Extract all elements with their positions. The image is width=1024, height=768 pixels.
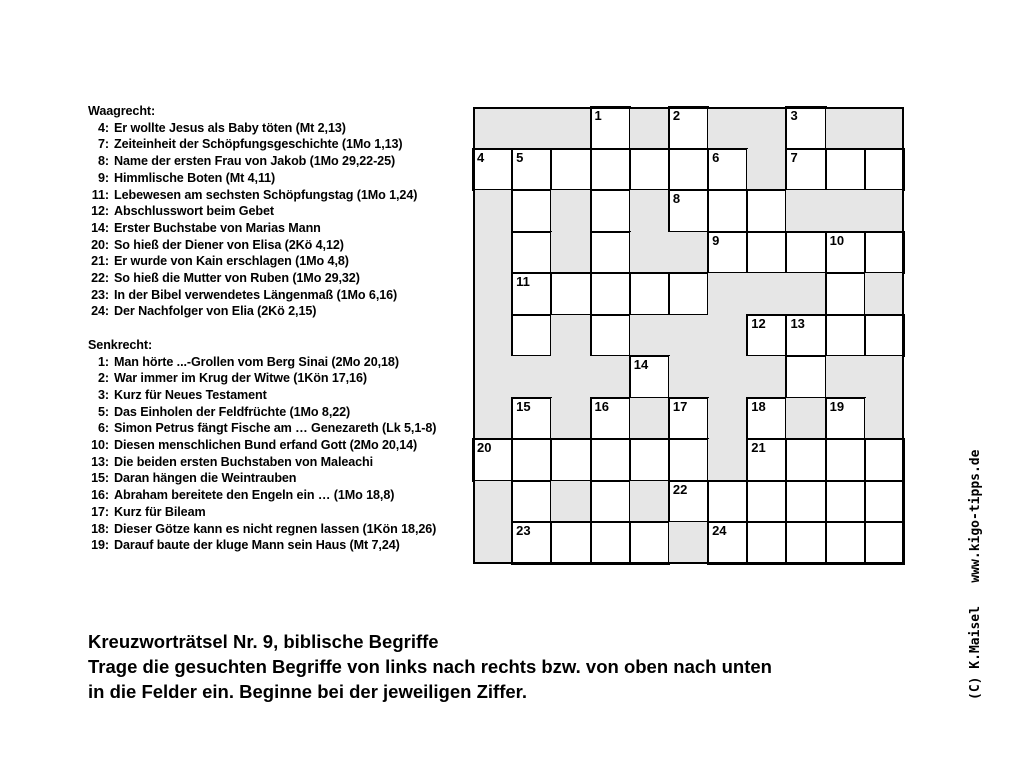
letter-cell[interactable]	[668, 189, 709, 233]
letter-cell[interactable]	[550, 148, 591, 192]
letter-cell[interactable]	[746, 438, 787, 482]
clue-number: 10:	[91, 438, 109, 453]
clue-list	[88, 103, 468, 554]
blocked-cell	[708, 273, 747, 315]
blocked-cell	[669, 315, 708, 357]
letter-cell[interactable]	[707, 521, 748, 565]
down-clue	[88, 354, 468, 371]
clue-text: In der Bibel verwendetes Längenmaß (1Mo 6,16)	[114, 287, 398, 302]
letter-cell[interactable]	[746, 480, 787, 524]
letter-cell[interactable]	[785, 521, 826, 565]
blocked-cell	[512, 107, 551, 149]
blocked-cell	[865, 107, 904, 149]
across-clue	[88, 203, 468, 220]
blocked-cell	[512, 356, 551, 398]
blocked-cell	[551, 232, 590, 274]
clue-number: 8:	[98, 154, 109, 169]
across-heading: Waagrecht:	[88, 104, 156, 118]
down-clue	[88, 537, 468, 554]
letter-cell[interactable]	[668, 480, 709, 524]
cell-number: 20	[477, 440, 492, 456]
across-clue	[88, 136, 468, 153]
blocked-cell	[826, 107, 865, 149]
letter-cell[interactable]	[825, 272, 866, 316]
instructions	[88, 629, 772, 704]
cell-number: 7	[790, 149, 798, 165]
clue-text: Kurz für Neues Testament	[114, 387, 267, 402]
copyright-credit: (C) K.Maisel www.kigo-tipps.de	[968, 449, 983, 700]
cell-number: 18	[751, 398, 766, 414]
letter-cell[interactable]	[668, 106, 709, 150]
letter-cell[interactable]	[825, 438, 866, 482]
clue-text: War immer im Krug der Witwe (1Kön 17,16)	[114, 371, 367, 386]
clue-text: Lebewesen am sechsten Schöpfungstag (1Mo 1,24)	[114, 187, 418, 202]
cell-number: 4	[477, 149, 485, 165]
blocked-cell	[708, 439, 747, 481]
down-clue	[88, 387, 468, 404]
blocked-cell	[473, 522, 512, 564]
clue-number: 2:	[98, 371, 109, 386]
letter-cell[interactable]	[590, 231, 631, 275]
letter-cell[interactable]	[590, 521, 631, 565]
clue-text: Darauf baute der kluge Mann sein Haus (Mt 7,24)	[114, 538, 400, 553]
across-clue	[88, 253, 468, 270]
clue-number: 14:	[91, 220, 109, 235]
letter-cell[interactable]	[668, 272, 709, 316]
blocked-cell	[630, 315, 669, 357]
letter-cell[interactable]	[550, 272, 591, 316]
blocked-cell	[473, 398, 512, 440]
letter-cell[interactable]	[864, 148, 905, 192]
clue-number: 24:	[91, 304, 109, 319]
down-clue	[88, 404, 468, 421]
letter-cell[interactable]	[629, 521, 670, 565]
letter-cell[interactable]	[825, 314, 866, 358]
clue-text: Abschlusswort beim Gebet	[114, 204, 274, 219]
across-clues	[88, 120, 468, 320]
clue-text: Dieser Götze kann es nicht regnen lassen (1Kön 18,26)	[114, 521, 437, 536]
down-clues	[88, 354, 468, 554]
blocked-cell	[473, 232, 512, 274]
letter-cell[interactable]	[707, 148, 748, 192]
blocked-cell	[551, 356, 590, 398]
clue-text: Die beiden ersten Buchstaben von Maleachi	[114, 454, 374, 469]
blocked-cell	[865, 190, 904, 232]
letter-cell[interactable]	[550, 521, 591, 565]
blocked-cell	[551, 398, 590, 440]
letter-cell[interactable]	[511, 314, 552, 358]
blocked-cell	[630, 107, 669, 149]
across-clue	[88, 120, 468, 137]
letter-cell[interactable]	[785, 314, 826, 358]
cell-number: 2	[672, 108, 681, 123]
clue-number: 16:	[91, 488, 109, 503]
clue-text: Man hörte ...-Grollen vom Berg Sinai (2Mo 20,18)	[114, 354, 399, 369]
blocked-cell	[551, 107, 590, 149]
letter-cell[interactable]	[629, 438, 670, 482]
clue-number: 20:	[91, 237, 109, 252]
down-clue	[88, 487, 468, 504]
letter-cell[interactable]	[746, 521, 787, 565]
cell-number: 14	[633, 357, 649, 373]
clue-text: Zeiteinheit der Schöpfungsgeschichte (1Mo 1,13)	[114, 137, 403, 152]
cell-number: 5	[516, 149, 524, 165]
clue-text: Kurz für Bileam	[114, 504, 206, 519]
blocked-cell	[473, 107, 512, 149]
across-clue	[88, 303, 468, 320]
letter-cell[interactable]	[746, 314, 787, 358]
letter-cell[interactable]	[707, 231, 748, 275]
cell-number: 13	[790, 315, 805, 331]
cell-number: 3	[790, 108, 798, 123]
clue-number: 23:	[91, 287, 109, 302]
down-clue	[88, 521, 468, 538]
blocked-cell	[551, 190, 590, 232]
letter-cell[interactable]	[707, 189, 748, 233]
letter-cell[interactable]	[550, 438, 591, 482]
blocked-cell	[708, 356, 747, 398]
clue-number: 12:	[91, 204, 109, 219]
clue-number: 21:	[91, 254, 109, 269]
letter-cell[interactable]	[629, 148, 670, 192]
blocked-cell	[708, 398, 747, 440]
clue-number: 7:	[98, 137, 109, 152]
clue-number: 18:	[91, 521, 109, 536]
letter-cell[interactable]	[511, 189, 552, 233]
down-heading: Senkrecht:	[88, 337, 153, 352]
cell-number: 24	[712, 523, 727, 539]
clue-number: 6:	[98, 421, 109, 436]
clue-number: 5:	[98, 404, 109, 419]
letter-cell[interactable]	[590, 106, 631, 150]
clue-number: 15:	[91, 471, 109, 486]
letter-cell[interactable]	[590, 397, 631, 441]
blocked-cell	[865, 273, 904, 315]
letter-cell[interactable]	[785, 355, 826, 399]
letter-cell[interactable]	[511, 231, 552, 275]
down-clue	[88, 420, 468, 437]
across-clue	[88, 287, 468, 304]
letter-cell[interactable]	[590, 189, 631, 233]
letter-cell[interactable]	[825, 231, 866, 275]
blocked-cell	[551, 481, 590, 523]
cell-number: 16	[594, 398, 609, 414]
clue-text: Er wurde von Kain erschlagen (1Mo 4,8)	[114, 254, 349, 269]
blocked-cell	[708, 315, 747, 357]
letter-cell[interactable]	[668, 438, 709, 482]
letter-cell[interactable]	[590, 480, 631, 524]
across-clue	[88, 170, 468, 187]
letter-cell[interactable]	[746, 397, 787, 441]
clue-number: 11:	[91, 187, 109, 202]
cell-number: 9	[712, 232, 720, 248]
clue-text: Der Nachfolger von Elia (2Kö 2,15)	[114, 304, 317, 319]
letter-cell[interactable]	[825, 148, 866, 192]
clue-number: 4:	[98, 120, 109, 135]
blocked-cell	[747, 149, 786, 191]
letter-cell[interactable]	[785, 106, 826, 150]
letter-cell[interactable]	[472, 148, 513, 192]
clue-number: 22:	[91, 271, 109, 286]
letter-cell[interactable]	[668, 148, 709, 192]
cell-number: 23	[516, 523, 531, 539]
across-clue	[88, 220, 468, 237]
cell-number: 11	[516, 274, 530, 290]
cell-number: 17	[672, 398, 688, 414]
letter-cell[interactable]	[511, 521, 552, 565]
cell-number: 12	[751, 315, 766, 331]
letter-cell[interactable]	[629, 355, 670, 399]
across-clue	[88, 153, 468, 170]
down-clue	[88, 504, 468, 521]
clue-text: Daran hängen die Weintrauben	[114, 471, 297, 486]
letter-cell[interactable]	[785, 148, 826, 192]
clue-text: Erster Buchstabe von Marias Mann	[114, 220, 321, 235]
cell-number: 1	[594, 108, 602, 123]
instruction-line-2: in die Felder ein. Beginne bei der jeweiligen Ziffer.	[88, 681, 527, 702]
blocked-cell	[669, 522, 708, 564]
clue-text: Das Einholen der Feldfrüchte (1Mo 8,22)	[114, 404, 351, 419]
blocked-cell	[786, 190, 825, 232]
crossword-grid	[473, 107, 904, 564]
letter-cell[interactable]	[590, 314, 631, 358]
clue-number: 9:	[98, 170, 109, 185]
letter-cell[interactable]	[511, 148, 552, 192]
letter-cell[interactable]	[590, 272, 631, 316]
letter-cell[interactable]	[629, 272, 670, 316]
clue-number: 1:	[98, 354, 109, 369]
letter-cell[interactable]	[511, 272, 552, 316]
down-clue	[88, 470, 468, 487]
blocked-cell	[747, 356, 786, 398]
blocked-cell	[669, 356, 708, 398]
letter-cell[interactable]	[785, 438, 826, 482]
clue-text: So hieß der Diener von Elisa (2Kö 4,12)	[114, 237, 344, 252]
letter-cell[interactable]	[864, 438, 905, 482]
blocked-cell	[630, 398, 669, 440]
letter-cell[interactable]	[590, 438, 631, 482]
cell-number: 6	[712, 149, 720, 165]
clue-number: 19:	[91, 538, 109, 553]
letter-cell[interactable]	[707, 480, 748, 524]
letter-cell[interactable]	[511, 397, 552, 441]
cell-number: 21	[751, 440, 766, 456]
blocked-cell	[630, 190, 669, 232]
letter-cell[interactable]	[825, 480, 866, 524]
blocked-cell	[786, 273, 825, 315]
letter-cell[interactable]	[825, 397, 866, 441]
letter-cell[interactable]	[864, 480, 905, 524]
down-clue	[88, 454, 468, 471]
down-clue	[88, 437, 468, 454]
clue-text: Abraham bereitete den Engeln ein … (1Mo 18,8)	[114, 488, 395, 503]
clue-text: So hieß die Mutter von Ruben (1Mo 29,32)	[114, 271, 360, 286]
blocked-cell	[708, 107, 747, 149]
cell-number: 15	[516, 398, 531, 414]
blocked-cell	[473, 356, 512, 398]
letter-cell[interactable]	[511, 438, 552, 482]
across-clue	[88, 187, 468, 204]
letter-cell[interactable]	[864, 231, 905, 275]
blocked-cell	[551, 315, 590, 357]
letter-cell[interactable]	[746, 231, 787, 275]
blocked-cell	[865, 398, 904, 440]
down-clue	[88, 370, 468, 387]
blocked-cell	[473, 315, 512, 357]
cell-number: 10	[829, 232, 845, 248]
blocked-cell	[630, 481, 669, 523]
letter-cell[interactable]	[511, 480, 552, 524]
letter-cell[interactable]	[785, 231, 826, 275]
clue-text: Simon Petrus fängt Fische am … Genezareth (Lk 5,1-8)	[114, 421, 437, 436]
across-clue	[88, 237, 468, 254]
clue-number: 13:	[91, 454, 109, 469]
clue-text: Er wollte Jesus als Baby töten (Mt 2,13)	[114, 120, 346, 135]
cell-number: 8	[672, 191, 681, 207]
letter-cell[interactable]	[668, 397, 709, 441]
clue-number: 3:	[98, 387, 109, 402]
blocked-cell	[826, 190, 865, 232]
blocked-cell	[747, 107, 786, 149]
blocked-cell	[591, 356, 630, 398]
letter-cell[interactable]	[785, 480, 826, 524]
cell-number: 19	[829, 398, 845, 414]
blocked-cell	[669, 232, 708, 274]
letter-cell[interactable]	[825, 521, 866, 565]
letter-cell[interactable]	[590, 148, 631, 192]
letter-cell[interactable]	[746, 189, 787, 233]
clue-number: 17:	[91, 504, 109, 519]
cell-number: 22	[672, 481, 688, 497]
instruction-line-1: Trage die gesuchten Begriffe von links nach rechts bzw. von oben nach unten	[88, 656, 772, 677]
blocked-cell	[473, 190, 512, 232]
puzzle-title: Kreuzworträtsel Nr. 9, biblische Begriffe	[88, 631, 439, 652]
blocked-cell	[473, 273, 512, 315]
blocked-cell	[630, 232, 669, 274]
across-clue	[88, 270, 468, 287]
clue-text: Himmlische Boten (Mt 4,11)	[114, 170, 276, 185]
letter-cell[interactable]	[864, 521, 905, 565]
blocked-cell	[747, 273, 786, 315]
blocked-cell	[473, 481, 512, 523]
blocked-cell	[786, 398, 825, 440]
clue-text: Diesen menschlichen Bund erfand Gott (2Mo 20,14)	[114, 438, 418, 453]
letter-cell[interactable]	[864, 314, 905, 358]
blocked-cell	[826, 356, 865, 398]
letter-cell[interactable]	[472, 438, 513, 482]
blocked-cell	[865, 356, 904, 398]
clue-text: Name der ersten Frau von Jakob (1Mo 29,22-25)	[114, 154, 396, 169]
